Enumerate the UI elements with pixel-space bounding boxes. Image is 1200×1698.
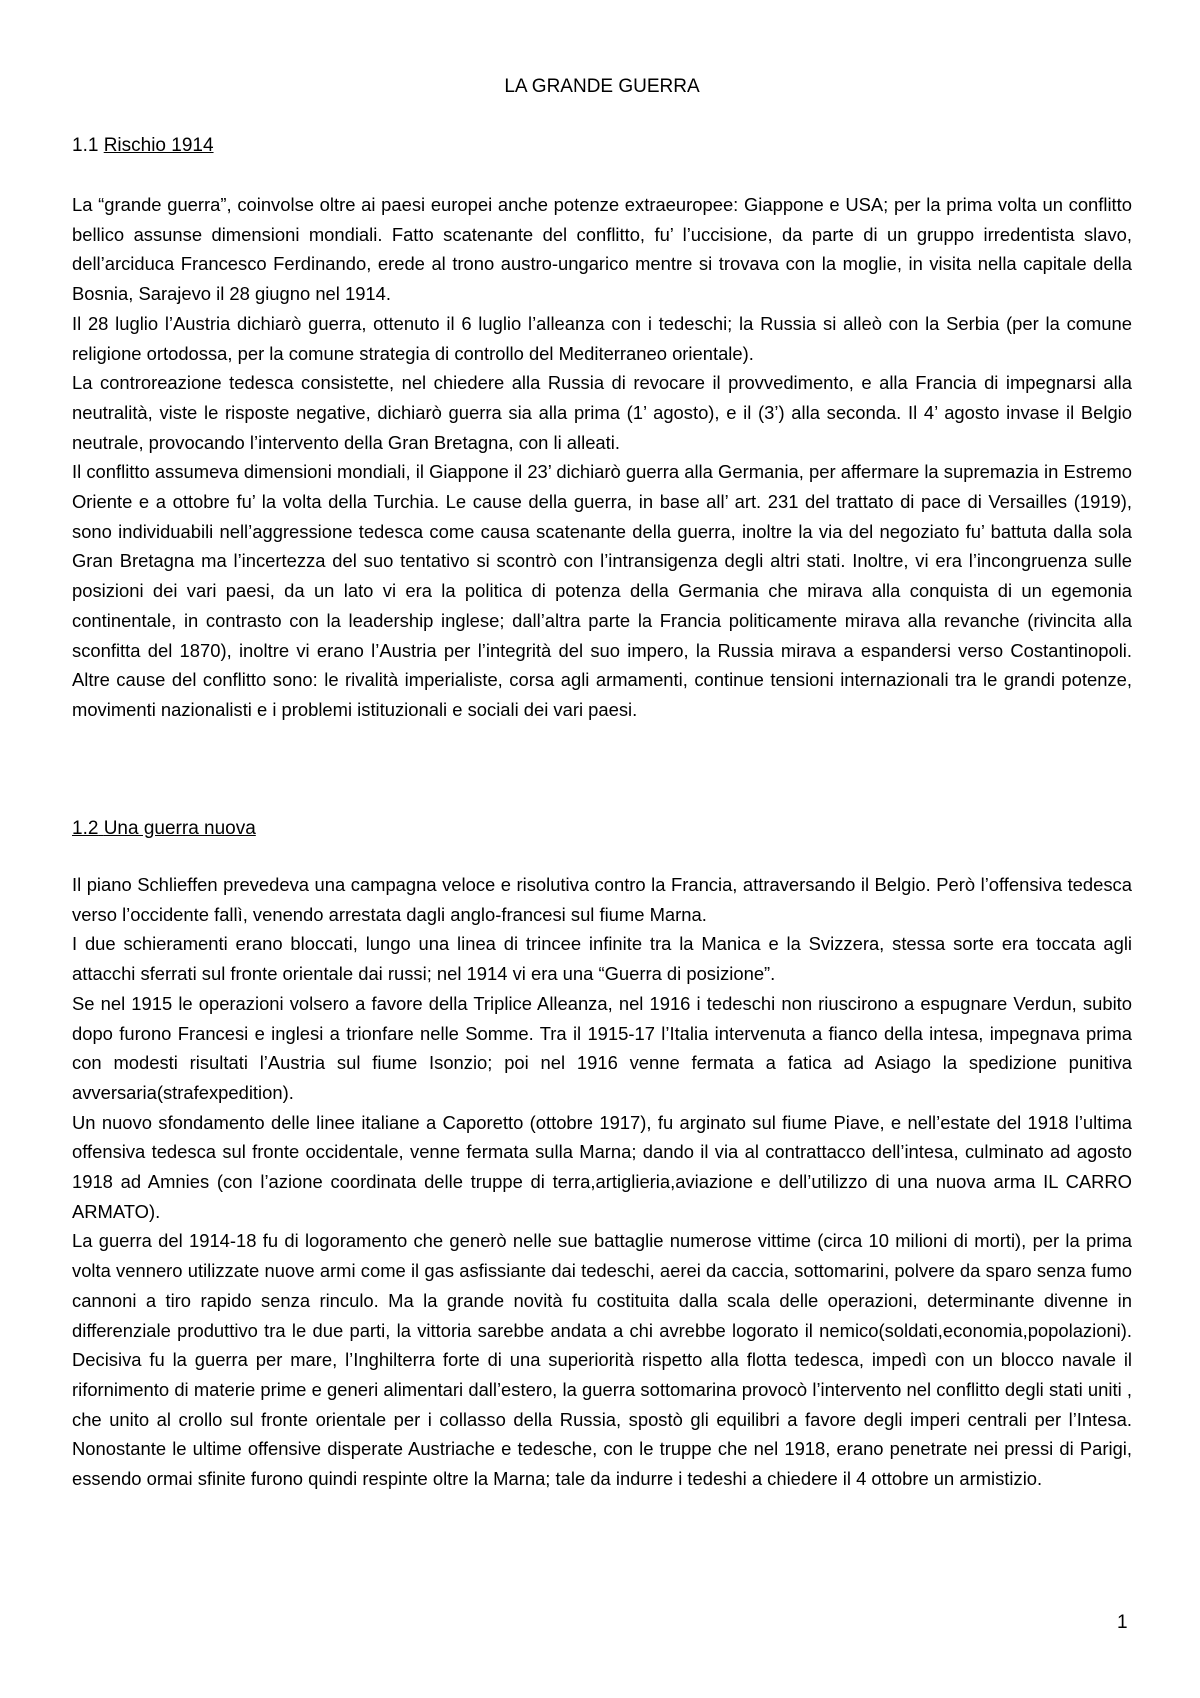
- paragraph: Il 28 luglio l’Austria dichiarò guerra, ottenuto il 6 luglio l’alleanza con i tedeschi; la Russia si alleò con la Serbia (per la comune religione ortodossa, per la comune strategia di controllo del Mediterraneo orientale).: [72, 312, 1132, 364]
- section-heading-1-2: [72, 817, 256, 841]
- section-heading-1-1: [72, 134, 214, 158]
- paragraph: Se nel 1915 le operazioni volsero a favore della Triplice Alleanza, nel 1916 i tedeschi non riuscirono a espugnare Verdun, subito dopo furono Francesi e inglesi a trionfare nelle Somme. Tra il 1915-17 l’Italia intervenuta a fianco della intesa, impegnava prima con modesti risultati l’Austria sul fiume Isonzio; poi nel 1916 venne fermata a fatica ad Asiago la spedizione punitiva avversaria(strafexpedition).: [72, 992, 1132, 1103]
- section-body-1-1: [72, 190, 1132, 725]
- paragraph: La guerra del 1914-18 fu di logoramento che generò nelle sue battaglie numerose vittime (circa 10 milioni di morti), per la prima volta vennero utilizzate nuove armi come il gas asfissiante dai tedeschi, aerei da caccia, sottomarini, polvere da sparo senza fumo cannoni a tiro rapido senza rinculo. Ma la grande novità fu costituita dalla scala delle operazioni, determinante divenne in differenziale produttivo tra le due parti, la vittoria sarebbe andata a chi avrebbe logorato il nemico(soldati,economia,popolazioni). Decisiva fu la guerra per mare, l’Inghilterra forte di una superiorità rispetto alla flotta tedesca, impedì con un blocco navale il rifornimento di materie prime e generi alimentari dall’estero, la guerra sottomarina provocò l’intervento nel conflitto degli stati uniti , che unito al crollo sul fronte orientale per i collasso della Russia, spostò gli equilibri a favore degli imperi centrali per l’Intesa. Nonostante le ultime offensive disperate Austriache e tedesche, con le truppe che nel 1918, erano penetrate nei pressi di Parigi, essendo ormai sfinite furono quindi respinte oltre la Marna; tale da indurre i tedeshi a chiedere il 4 ottobre un armistizio.: [72, 1230, 1132, 1490]
- section-number: 1.2: [72, 818, 99, 839]
- section-body-1-2: [72, 870, 1132, 1494]
- section-title: Una guerra nuova: [103, 818, 256, 839]
- paragraph: La “grande guerra”, coinvolse oltre ai paesi europei anche potenze extraeuropee: Giappone e USA; per la prima volta un conflitto bellico assunse dimensioni mondiali. Fatto scatenante del conflitto, fu’ l’uccisione, da parte di un gruppo irredentista slavo, dell’arciduca Francesco Ferdinando, erede al trono austro-ungarico mentre si trovava con la moglie, in visita nella capitale della Bosnia, Sarajevo il 28 giugno nel 1914.: [72, 194, 1132, 305]
- paragraph: Un nuovo sfondamento delle linee italiane a Caporetto (ottobre 1917), fu arginato sul fiume Piave, e nell’estate del 1918 l’ultima offensiva tedesca sul fronte occidentale, venne fermata sulla Marna; dando il via al contrattacco dell’intesa, culminato ad agosto 1918 ad Amnies (con l’azione coordinata delle truppe di terra,artiglieria,aviazione e dell’utilizzo di una nuova arma IL CARRO ARMATO).: [72, 1111, 1132, 1222]
- paragraph: Il conflitto assumeva dimensioni mondiali, il Giappone il 23’ dichiarò guerra alla Germania, per affermare la supremazia in Estremo Oriente e a ottobre fu’ la volta della Turchia. Le cause della guerra, in base all’ art. 231 del trattato di pace di Versailles (1919), sono individuabili nell’aggressione tedesca come causa scatenante della guerra, inoltre la via del negoziato fu’ battuta dalla sola Gran Bretagna ma l’incertezza del suo tentativo si scontrò con l’intransigenza degli altri stati. Inoltre, vi era l’incongruenza sulle posizioni dei vari paesi, da un lato vi era la politica di potenza della Germania che mirava alla conquista di un egemonia continentale, in contrasto con la leadership inglese; dall’altra parte la Francia politicamente mirava alla revanche (rivincita alla sconfitta del 1870), inoltre vi erano l’Austria per l’integrità del suo impero, la Russia mirava a espandersi verso Costantinopoli. Altre cause del conflitto sono: le rivalità imperialiste, corsa agli armamenti, continue tensioni internazionali tra le grandi potenze, movimenti nazionalisti e i problemi istituzionali e sociali dei vari paesi.: [72, 461, 1132, 720]
- paragraph: Il piano Schlieffen prevedeva una campagna veloce e risolutiva contro la Francia, attraversando il Belgio. Però l’offensiva tedesca verso l’occidente fallì, venendo arrestata dagli anglo-francesi sul fiume Marna.: [72, 874, 1132, 925]
- document-title: LA GRANDE GUERRA: [504, 76, 700, 97]
- section-number: 1.1: [72, 135, 99, 156]
- paragraph: La controreazione tedesca consistette, nel chiedere alla Russia di revocare il provvedimento, e alla Francia di impegnarsi alla neutralità, viste le risposte negative, dichiarò guerra sia alla prima (1’ agosto), e il (3’) alla seconda. Il 4’ agosto invase il Belgio neutrale, provocando l’intervento della Gran Bretagna, con li alleati.: [72, 372, 1132, 453]
- page-number: 1: [1117, 1612, 1128, 1633]
- document-page: [72, 0, 1132, 1698]
- paragraph: I due schieramenti erano bloccati, lungo una linea di trincee infinite tra la Manica e la Svizzera, stessa sorte era toccata agli attacchi sferrati sul fronte orientale dai russi; nel 1914 vi era una “Guerra di posizione”.: [72, 933, 1132, 985]
- section-title: Rischio 1914: [103, 135, 214, 156]
